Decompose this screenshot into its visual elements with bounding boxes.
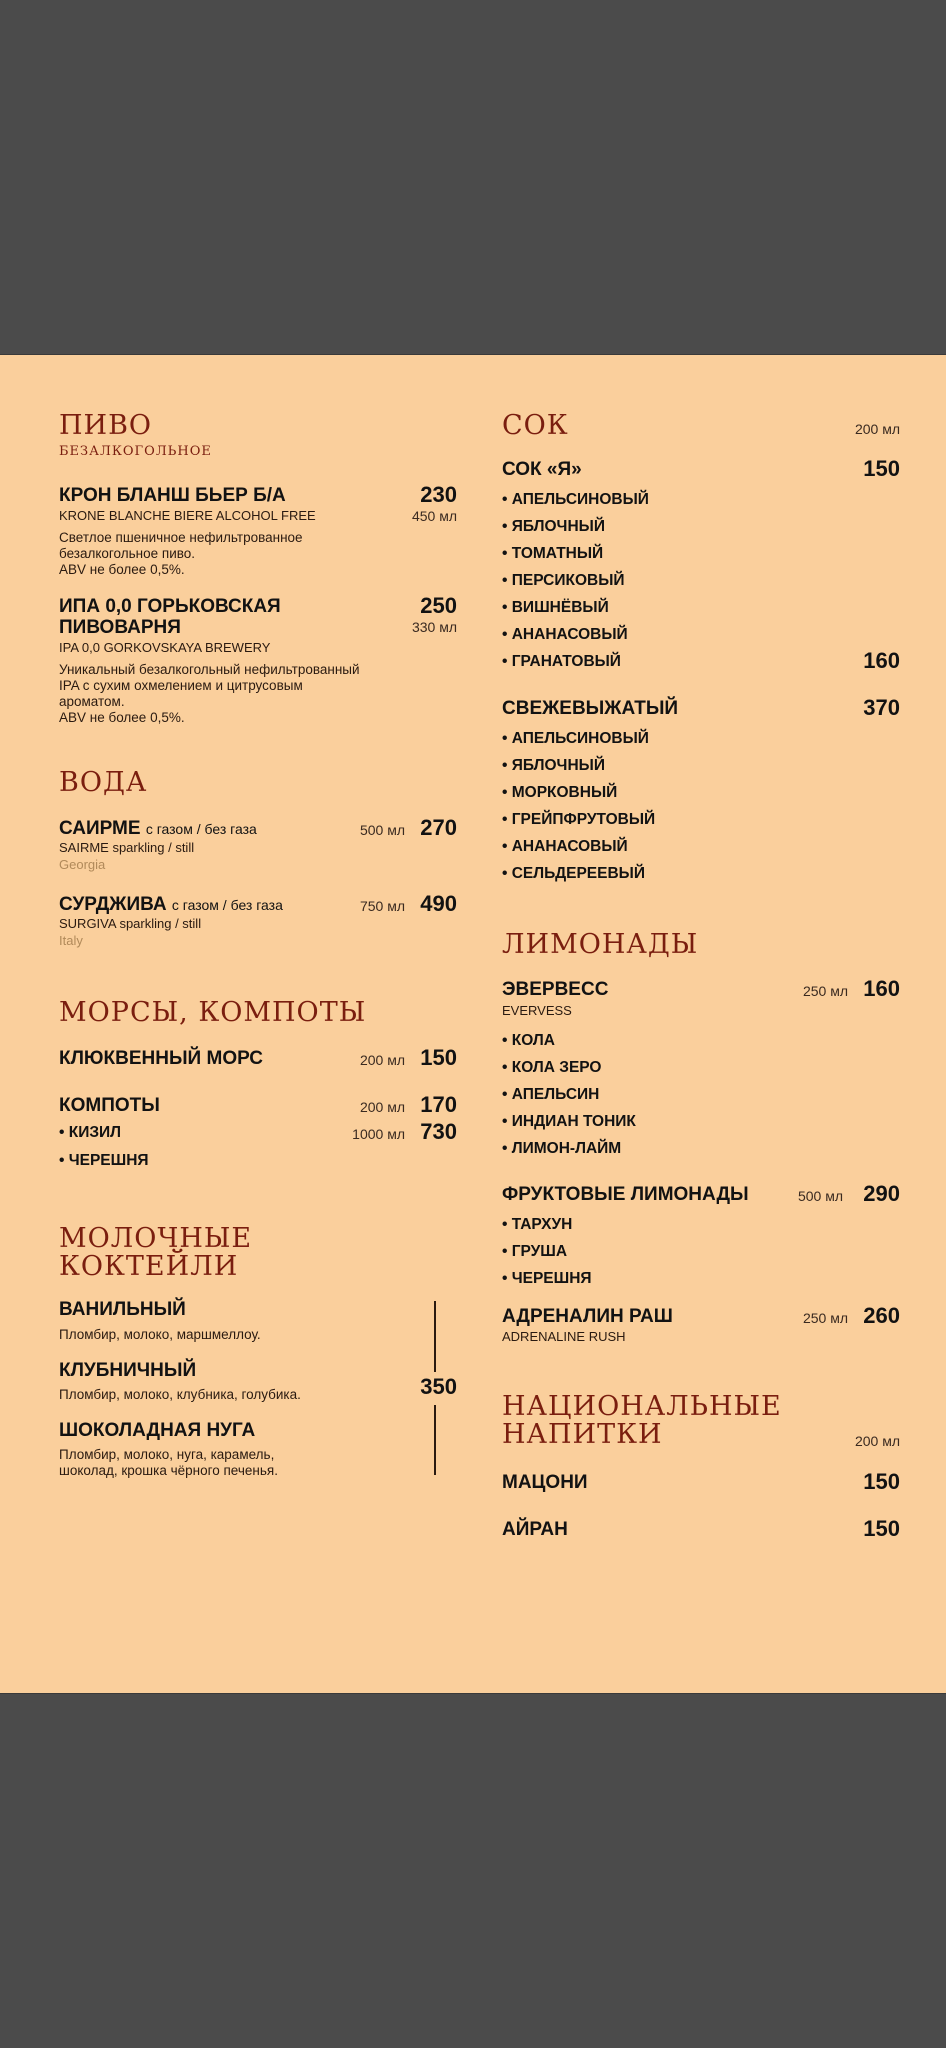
section-title-milkshakes: КОКТЕЙЛИ [59, 1251, 239, 1282]
list-item: • ЧЕРЕШНЯ [502, 1270, 592, 1287]
section-title-milkshakes: МОЛОЧНЫЕ [59, 1223, 253, 1254]
item-name: СОК «Я» [502, 459, 582, 480]
list-item: • КОЛА ЗЕРО [502, 1059, 602, 1076]
item-name: ФРУКТОВЫЕ ЛИМОНАДЫ [502, 1184, 749, 1205]
section-title-national: НАПИТКИ [502, 1419, 663, 1450]
item-description: ABV не более 0,5%. [59, 562, 185, 577]
list-item: • АПЕЛЬСИН [502, 1086, 600, 1103]
list-item: • ГРУША [502, 1243, 568, 1260]
item-volume: 450 мл [411, 508, 457, 524]
item-origin: Italy [59, 933, 83, 948]
item-name: АДРЕНАЛИН РАШ [502, 1306, 673, 1327]
section-title-water: ВОДА [59, 767, 148, 798]
item-name: ПИВОВАРНЯ [59, 617, 181, 638]
section-volume: 200 мл [854, 1433, 900, 1449]
item-description: Светлое пшеничное нефильтрованное [59, 530, 303, 545]
section-title-juice: СОК [502, 410, 569, 441]
list-item: • КИЗИЛ [59, 1124, 122, 1141]
item-latin-name: KRONE BLANCHE BIERE ALCOHOL FREE [59, 508, 316, 523]
list-item: • МОРКОВНЫЙ [502, 784, 618, 801]
list-item: • ЯБЛОЧНЫЙ [502, 518, 605, 535]
item-latin-name: SAIRME sparkling / still [59, 840, 195, 855]
water-note: с газом / без газа [171, 897, 283, 913]
list-item: • ИНДИАН ТОНИК [502, 1113, 636, 1130]
item-price: 150 [863, 1469, 900, 1494]
item-price: 270 [420, 815, 457, 840]
list-item: • ЛИМОН-ЛАЙМ [502, 1140, 622, 1157]
item-volume: 750 мл [359, 898, 405, 914]
item-price: 150 [420, 1045, 457, 1070]
item-name: ШОКОЛАДНАЯ НУГА [59, 1420, 256, 1441]
item-description: шоколад, крошка чёрного печенья. [59, 1463, 278, 1478]
item-name: СВЕЖЕВЫЖАТЫЙ [502, 698, 679, 719]
item-description: ABV не более 0,5%. [59, 710, 185, 725]
list-item: • ВИШНЁВЫЙ [502, 599, 609, 616]
item-price: 150 [863, 1516, 900, 1541]
item-name [59, 818, 257, 840]
section-title-beer: ПИВО [59, 410, 153, 441]
item-name: КРОН БЛАНШ БЬЕР Б/А [59, 485, 286, 506]
item-price: 160 [863, 976, 900, 1001]
list-item: • АПЕЛЬСИНОВЫЙ [502, 730, 649, 747]
water-name: САИРМЕ [59, 818, 141, 839]
item-volume: 250 мл [802, 983, 848, 999]
section-title-mors: МОРСЫ, КОМПОТЫ [59, 997, 367, 1028]
list-item: • ГРАНАТОВЫЙ [502, 653, 621, 670]
item-price: 490 [420, 891, 457, 916]
section-title-national: НАЦИОНАЛЬНЫЕ [502, 1391, 782, 1422]
item-volume: 250 мл [802, 1310, 848, 1326]
water-note: с газом / без газа [145, 821, 257, 837]
item-description: безалкогольное пиво. [59, 546, 196, 561]
item-name: ИПА 0,0 ГОРЬКОВСКАЯ [59, 596, 281, 617]
item-price: 250 [420, 593, 457, 618]
item-latin-name: ADRENALINE RUSH [502, 1329, 626, 1344]
item-price: 350 [420, 1374, 457, 1399]
item-latin-name: SURGIVA sparkling / still [59, 916, 202, 931]
item-name: КЛУБНИЧНЫЙ [59, 1360, 197, 1381]
item-price: 730 [420, 1119, 457, 1144]
list-item: • АПЕЛЬСИНОВЫЙ [502, 491, 649, 508]
item-description: IPA с сухим охмелением и цитрусовым [59, 678, 303, 693]
item-volume: 500 мл [359, 822, 405, 838]
item-name: КОМПОТЫ [59, 1095, 160, 1116]
list-item: • ТАРХУН [502, 1216, 573, 1233]
item-name: ВАНИЛЬНЫЙ [59, 1299, 186, 1320]
section-subtitle-beer: БЕЗАЛКОГОЛЬНОЕ [59, 444, 212, 459]
section-volume: 200 мл [854, 421, 900, 437]
section-title-lemonades: ЛИМОНАДЫ [502, 929, 699, 960]
item-price: 230 [420, 482, 457, 507]
item-description: Уникальный безалкогольный нефильтрованный [59, 662, 360, 677]
list-item: • АНАНАСОВЫЙ [502, 626, 628, 643]
item-name: КЛЮКВЕННЫЙ МОРС [59, 1048, 264, 1069]
list-item: • ГРЕЙПФРУТОВЫЙ [502, 811, 656, 828]
item-origin: Georgia [59, 857, 106, 872]
water-name: СУРДЖИВА [59, 894, 167, 915]
list-item: • ПЕРСИКОВЫЙ [502, 572, 625, 589]
item-volume: 1000 мл [352, 1126, 405, 1142]
list-item: • АНАНАСОВЫЙ [502, 838, 628, 855]
item-volume: 200 мл [359, 1052, 405, 1068]
divider-line [434, 1301, 436, 1372]
list-item: • КОЛА [502, 1032, 555, 1049]
item-name: ЭВЕРВЕСС [502, 979, 609, 1000]
item-price: 170 [420, 1092, 457, 1117]
item-name: МАЦОНИ [502, 1472, 588, 1493]
item-name: АЙРАН [502, 1519, 568, 1540]
item-volume: 500 мл [797, 1188, 843, 1204]
item-latin-name: IPA 0,0 GORKOVSKAYA BREWERY [59, 640, 271, 655]
item-description: Пломбир, молоко, клубника, голубика. [59, 1387, 301, 1402]
item-description: Пломбир, молоко, нуга, карамель, [59, 1447, 275, 1462]
item-latin-name: EVERVESS [502, 1003, 572, 1018]
menu-page [0, 354, 946, 1694]
divider-line [434, 1405, 436, 1475]
item-price: 160 [863, 648, 900, 673]
item-price: 150 [863, 456, 900, 481]
item-volume: 200 мл [359, 1099, 405, 1115]
list-item: • ЯБЛОЧНЫЙ [502, 757, 605, 774]
item-price: 260 [863, 1303, 900, 1328]
list-item: • ЧЕРЕШНЯ [59, 1152, 149, 1169]
item-price: 290 [863, 1181, 900, 1206]
list-item: • ТОМАТНЫЙ [502, 545, 604, 562]
item-price: 370 [863, 695, 900, 720]
item-volume: 330 мл [411, 619, 457, 635]
item-description: ароматом. [59, 694, 125, 709]
item-description: Пломбир, молоко, маршмеллоу. [59, 1327, 261, 1342]
list-item: • СЕЛЬДЕРЕЕВЫЙ [502, 865, 645, 882]
item-name [59, 894, 283, 916]
